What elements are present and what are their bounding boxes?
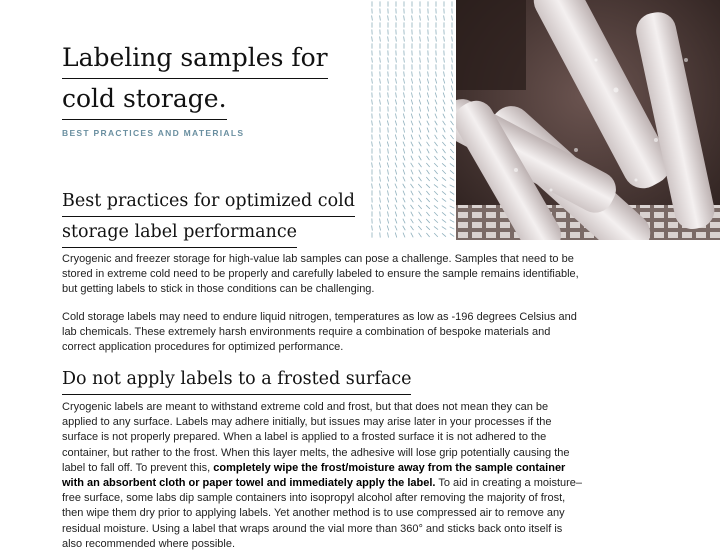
pattern-dash <box>372 36 373 41</box>
pattern-dash <box>380 15 381 20</box>
pattern-dash <box>387 218 388 223</box>
pattern-dash <box>388 78 389 83</box>
pattern-dash <box>380 57 381 62</box>
pattern-dash <box>426 163 429 167</box>
pattern-dash <box>442 149 445 153</box>
pattern-dash <box>434 198 438 201</box>
pattern-dash <box>452 57 453 62</box>
pattern-dash <box>387 176 388 181</box>
pattern-dash <box>419 100 421 105</box>
pattern-dash <box>380 176 381 181</box>
pattern-dash <box>395 226 397 231</box>
pattern-dash <box>387 184 389 189</box>
pattern-dash <box>404 106 405 111</box>
pattern-dash <box>380 190 381 195</box>
pattern-dash <box>450 178 454 181</box>
pattern-dash <box>403 226 406 231</box>
pattern-dash <box>411 127 412 132</box>
pattern-dash <box>450 163 454 166</box>
pattern-dash <box>387 120 388 125</box>
pattern-dash <box>427 114 429 119</box>
pattern-dash <box>411 212 413 217</box>
pattern-dash <box>410 226 413 230</box>
pattern-dash <box>404 57 405 62</box>
pattern-dash <box>442 163 446 166</box>
pattern-dash <box>428 36 429 41</box>
pattern-dash <box>395 233 396 238</box>
pattern-dash <box>450 206 455 208</box>
pattern-dash <box>387 99 388 104</box>
pattern-dash <box>420 85 421 90</box>
pattern-dash <box>451 128 454 132</box>
pattern-dash <box>427 142 430 146</box>
pattern-dash <box>419 177 422 181</box>
pattern-dash <box>443 93 445 98</box>
pattern-dash <box>450 199 454 202</box>
pattern-dash <box>419 78 420 83</box>
pattern-dash <box>450 234 454 237</box>
pattern-dash <box>372 204 373 209</box>
pattern-dash <box>443 128 445 133</box>
pattern-dash <box>442 206 446 209</box>
pattern-dash <box>380 134 381 139</box>
pattern-dash <box>410 205 413 209</box>
pattern-dash <box>380 78 381 83</box>
pattern-dash <box>435 149 438 153</box>
pattern-dash <box>403 191 405 196</box>
pattern-dash <box>419 92 420 97</box>
pattern-dash <box>372 15 373 20</box>
pattern-dash <box>420 71 421 76</box>
pattern-dash <box>427 135 429 140</box>
pattern-dash <box>410 184 413 188</box>
pattern-dash <box>419 114 421 119</box>
title-line-2: cold storage. <box>62 79 227 120</box>
pattern-dash <box>419 121 421 126</box>
pattern-dash <box>443 114 445 119</box>
pattern-dash <box>434 233 438 237</box>
pattern-dash <box>411 142 413 147</box>
pattern-dash <box>442 156 446 160</box>
pattern-dash <box>395 219 397 224</box>
pattern-dash <box>428 57 429 62</box>
decorative-pattern <box>368 0 456 240</box>
pattern-dash <box>403 163 405 168</box>
pattern-dash <box>372 162 373 167</box>
pattern-dash <box>442 212 446 215</box>
paragraph-conditions: Cold storage labels may need to endure liquid nitrogen, temperatures as low as -196 degrees Celsius and lab chemicals. These extremely harsh environments require a combination of bespoke materials and correct application procedures for optimized performance. <box>62 311 577 354</box>
title-line-1: Labeling samples for <box>62 38 328 79</box>
pattern-dash <box>404 71 405 76</box>
pattern-dash <box>427 128 429 133</box>
pattern-dash <box>388 190 389 195</box>
pattern-dash <box>450 213 454 216</box>
pattern-dash <box>403 135 405 140</box>
pattern-dash <box>427 92 428 97</box>
pattern-dash <box>395 198 397 203</box>
pattern-dash <box>419 233 422 237</box>
pattern-dash <box>411 177 414 182</box>
pattern-dash <box>426 184 430 188</box>
pattern-dash <box>404 92 405 97</box>
frosted-vials-photo <box>456 0 720 240</box>
heading-line-1: Best practices for optimized cold <box>62 186 355 217</box>
pattern-dash <box>450 227 455 229</box>
pattern-dash <box>442 219 446 222</box>
pattern-dash <box>395 156 397 161</box>
pattern-dash <box>427 121 429 126</box>
pattern-dash <box>419 156 422 161</box>
pattern-dash <box>388 36 389 41</box>
pattern-dash <box>403 212 405 217</box>
pattern-dash <box>388 127 389 132</box>
pattern-dash <box>372 57 373 62</box>
pattern-dash <box>444 71 445 76</box>
pattern-dash <box>418 226 421 230</box>
pattern-dash <box>380 120 381 125</box>
pattern-dash <box>372 141 373 146</box>
pattern-dash <box>426 191 429 195</box>
pattern-dash <box>434 191 438 195</box>
pattern-dash <box>387 197 388 202</box>
pattern-dash <box>403 219 405 224</box>
pattern-dash <box>403 121 405 126</box>
pattern-dash <box>396 78 397 83</box>
pattern-dash <box>418 205 421 209</box>
pattern-dash <box>395 99 396 104</box>
pattern-dash <box>380 113 381 118</box>
pattern-dash <box>426 212 429 216</box>
pattern-dash <box>411 163 414 167</box>
pattern-dash <box>411 114 412 119</box>
pattern-dash <box>395 142 397 147</box>
pattern-dash <box>379 141 380 146</box>
pattern-dash <box>411 219 414 223</box>
pattern-dash <box>420 15 421 20</box>
frost-emphasis: completely wipe the frost/moisture away from the sample container with an absorbent cloth or paper towel and immediately apply the label. <box>62 461 566 490</box>
pattern-dash <box>379 183 380 188</box>
pattern-dash <box>418 163 421 167</box>
pattern-dash <box>411 78 412 83</box>
pattern-dash <box>419 142 422 147</box>
pattern-dash <box>452 36 453 41</box>
pattern-dash <box>419 128 421 133</box>
pattern-dash <box>411 198 414 202</box>
pattern-dash <box>419 191 422 195</box>
pattern-dash <box>387 155 388 160</box>
pattern-dash <box>403 198 405 203</box>
pattern-dash <box>442 233 446 236</box>
pattern-dash <box>434 205 438 208</box>
pattern-dash <box>396 71 397 76</box>
pattern-dash <box>419 135 421 140</box>
pattern-dash <box>411 170 413 175</box>
pattern-dash <box>426 233 429 237</box>
pattern-dash <box>434 184 438 187</box>
pattern-dash <box>451 93 453 98</box>
pattern-dash <box>426 219 430 223</box>
pattern-dash <box>380 211 381 216</box>
pattern-dash <box>444 57 445 62</box>
pattern-dash <box>451 79 453 84</box>
pattern-dash <box>442 198 446 201</box>
pattern-dash <box>434 212 438 216</box>
pattern-dash <box>450 121 453 125</box>
pattern-dash <box>411 233 413 238</box>
pattern-dash <box>444 85 445 90</box>
pattern-dash <box>380 197 381 202</box>
pattern-dash <box>395 134 396 139</box>
pattern-dash <box>434 226 438 229</box>
paragraph-intro: Cryogenic and freezer storage for high-value lab samples can pose a challenge. Samples that need to be stored in extreme cold need to be properly and carefully labeled to ensure the sample remains identifiable, but getting labels to stick in those conditions can be challenging. <box>62 253 579 296</box>
pattern-dash <box>418 219 421 223</box>
pattern-dash <box>403 156 405 161</box>
pattern-dash <box>396 15 397 20</box>
pattern-dash <box>419 212 422 216</box>
pattern-dash <box>380 218 381 223</box>
pattern-dash <box>395 191 396 196</box>
pattern-dash <box>387 163 389 168</box>
pattern-dash <box>434 177 438 181</box>
pattern-dash <box>403 177 405 182</box>
pattern-dash <box>426 177 429 181</box>
pattern-dash <box>372 183 373 188</box>
pattern-dash <box>411 100 413 105</box>
pattern-dash <box>443 107 445 112</box>
pattern-dash <box>435 93 436 98</box>
pattern-dash <box>435 135 438 139</box>
frost-text-part-2: To aid in creating a moisture–free surface, some labs dip sample containers into isopropyl alcohol after removing the majority of frost, then wipe them dry prior to applying labels. Yet another method is to use compressed air to remove any residual moisture. Using a label that wraps around the vial more than 360° and sticks back onto itself is also recommended where possible. <box>62 477 583 550</box>
pattern-dash <box>450 170 454 173</box>
pattern-dash <box>435 128 437 133</box>
pattern-dash <box>451 114 453 119</box>
pattern-dash <box>435 121 438 126</box>
pattern-dash <box>419 149 421 154</box>
pattern-dash <box>395 113 396 118</box>
pattern-dash <box>372 120 373 125</box>
pattern-dash <box>436 71 437 76</box>
pattern-dash <box>419 106 420 111</box>
pattern-dash <box>442 170 446 174</box>
pattern-dash <box>388 134 389 139</box>
page-title <box>62 38 362 120</box>
pattern-dash <box>434 219 438 222</box>
pattern-dash <box>436 15 437 20</box>
pattern-dash <box>450 185 455 187</box>
pattern-dash <box>452 71 453 76</box>
pattern-dash <box>388 169 389 174</box>
pattern-dash <box>403 149 404 154</box>
pattern-dash <box>450 135 453 139</box>
pattern-dash <box>404 36 405 41</box>
pattern-dash <box>395 184 397 189</box>
pattern-dash <box>396 127 397 132</box>
section-heading-frosted-surface <box>62 364 411 395</box>
pattern-dash <box>443 135 446 139</box>
pattern-dash <box>412 15 413 20</box>
pattern-dash <box>427 106 428 111</box>
pattern-dash <box>419 170 422 175</box>
pattern-dash <box>395 163 397 168</box>
pattern-dash <box>372 225 373 230</box>
pattern-dash <box>388 15 389 20</box>
pattern-dash <box>380 36 381 41</box>
pattern-dash <box>387 226 389 231</box>
eyebrow-subtitle: BEST PRACTICES AND MATERIALS <box>62 128 245 138</box>
pattern-dash <box>435 114 437 119</box>
pattern-dash <box>426 226 430 230</box>
pattern-dash <box>443 100 445 105</box>
pattern-dash <box>380 99 381 104</box>
pattern-dash <box>403 78 404 83</box>
pattern-dash <box>403 170 405 175</box>
pattern-dash <box>411 149 413 154</box>
pattern-dash <box>427 149 429 154</box>
pattern-dash <box>428 15 429 20</box>
pattern-dash <box>395 177 397 182</box>
pattern-dash <box>412 85 413 90</box>
pattern-dash <box>450 156 454 160</box>
pattern-dash <box>403 233 405 238</box>
pattern-dash <box>450 142 454 146</box>
pattern-dash <box>435 78 436 83</box>
pattern-dash <box>428 71 429 76</box>
pattern-dash <box>436 36 437 41</box>
pattern-dash <box>436 85 437 90</box>
pattern-dash <box>403 99 404 104</box>
pattern-dash <box>396 92 397 97</box>
pattern-dash <box>411 156 413 161</box>
pattern-dash <box>411 191 413 196</box>
pattern-dash <box>442 191 446 194</box>
pattern-dash <box>451 107 453 112</box>
pattern-dash <box>450 220 454 223</box>
pattern-dash <box>380 232 381 237</box>
pattern-dash <box>388 211 389 216</box>
pattern-dash <box>420 57 421 62</box>
pattern-dash <box>412 71 413 76</box>
section-heading-best-practices <box>62 186 355 248</box>
pattern-dash <box>379 162 380 167</box>
pattern-dash <box>395 205 397 210</box>
pattern-dash <box>372 78 373 83</box>
pattern-dash <box>403 127 404 132</box>
pattern-dash <box>452 15 453 20</box>
pattern-dash <box>443 79 444 84</box>
pattern-dash <box>380 92 381 97</box>
pattern-dash <box>395 121 396 126</box>
pattern-dash <box>418 198 421 202</box>
pattern-dash <box>411 92 412 97</box>
pattern-dash <box>450 192 454 195</box>
pattern-dash <box>396 36 397 41</box>
pattern-dash <box>380 155 381 160</box>
pattern-dash <box>451 85 452 90</box>
pattern-dash <box>451 100 453 105</box>
pattern-dash <box>436 57 437 62</box>
heading-line-2: storage label performance <box>62 217 297 248</box>
pattern-dash <box>418 184 421 188</box>
pattern-dash <box>403 113 404 118</box>
pattern-dash <box>427 156 430 160</box>
pattern-dash <box>427 78 428 83</box>
pattern-dash <box>387 141 388 146</box>
pattern-dash <box>435 100 437 105</box>
pattern-dash <box>420 36 421 41</box>
heading-text: Do not apply labels to a frosted surface <box>62 364 411 395</box>
pattern-dash <box>428 85 429 90</box>
pattern-dash <box>403 142 405 147</box>
pattern-dash <box>442 177 446 180</box>
pattern-dash <box>412 36 413 41</box>
pattern-dash <box>434 156 437 160</box>
pattern-dash <box>426 198 430 202</box>
pattern-dash <box>403 205 406 210</box>
pattern-dash <box>395 148 396 153</box>
frost-text-part-1: Cryogenic labels are meant to withstand extreme cold and frost, but that does not mean they can be applied to any surface. Labels may adhere initially, but issues may arise later in your processes if the surface is not properly prepared. When a label is applied to a frosted surface it is not adhered to the container, but rather to the frost. When this layer melts, the adhesive will lose grip potentially causing the label to fall off. To prevent this, <box>62 401 570 474</box>
pattern-dash <box>396 106 397 111</box>
pattern-dash <box>435 107 437 112</box>
pattern-dash <box>426 205 430 209</box>
pattern-dash <box>442 185 446 188</box>
pattern-dash <box>372 99 373 104</box>
pattern-dash <box>395 212 396 217</box>
pattern-dash <box>434 142 437 146</box>
pattern-dash <box>443 121 446 125</box>
pattern-dash <box>388 148 389 153</box>
pattern-dash <box>442 142 445 146</box>
pattern-dash <box>434 170 437 174</box>
pattern-dash <box>388 232 389 237</box>
pattern-dash <box>388 57 389 62</box>
pattern-dash <box>411 121 413 126</box>
pattern-dash <box>427 170 430 174</box>
pattern-dash <box>444 36 445 41</box>
pattern-dash <box>412 57 413 62</box>
pattern-dash <box>403 184 406 189</box>
pattern-dash <box>444 15 445 20</box>
pattern-dash <box>404 15 405 20</box>
pattern-dash <box>427 100 429 105</box>
pattern-dash <box>411 135 413 140</box>
pattern-dash <box>395 169 396 174</box>
pattern-dash <box>379 204 380 209</box>
paragraph-frost-guidance <box>62 400 582 552</box>
pattern-dash <box>396 57 397 62</box>
pattern-dash <box>412 106 413 111</box>
pattern-dash <box>388 113 389 118</box>
pattern-dash <box>388 92 389 97</box>
pattern-dash <box>434 163 438 167</box>
pattern-dash <box>450 149 453 153</box>
pattern-dash <box>442 227 446 230</box>
pattern-dash <box>387 205 389 210</box>
pattern-dash <box>379 225 380 230</box>
